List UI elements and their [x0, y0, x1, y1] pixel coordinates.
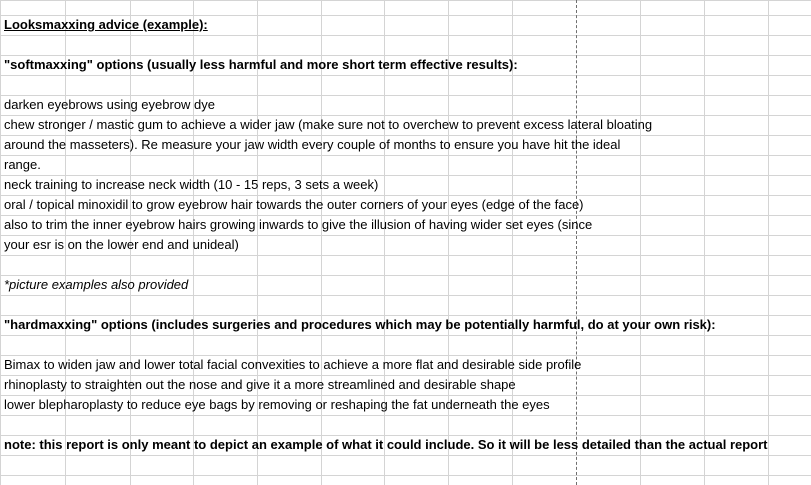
cell-text[interactable]: also to trim the inner eyebrow hairs growing inwards to give the illusion of having wider set eyes (since	[4, 217, 593, 232]
gridline	[768, 0, 769, 485]
cell-text[interactable]: oral / topical minoxidil to grow eyebrow hair towards the outer corners of your eyes (edge of the face)	[4, 197, 584, 212]
gridline	[0, 155, 811, 156]
gridline	[0, 335, 811, 336]
cell-disclaimer[interactable]: note: this report is only meant to depict an example of what it could include. So it will be less detailed than the actual report	[4, 437, 768, 452]
gridline	[0, 255, 811, 256]
cell-text[interactable]: Bimax to widen jaw and lower total facial convexities to achieve a more flat and desirable side profile	[4, 357, 582, 372]
page-break-line	[576, 0, 577, 485]
cell-text[interactable]: lower blepharoplasty to reduce eye bags by removing or reshaping the fat underneath the eyes	[4, 397, 550, 412]
section-heading-softmaxxing[interactable]: "softmaxxing" options (usually less harmful and more short term effective results):	[4, 57, 518, 72]
sheet-title[interactable]: Looksmaxxing advice (example):	[4, 17, 208, 32]
gridline	[0, 455, 811, 456]
cell-text[interactable]: around the masseters). Re measure your jaw width every couple of months to ensure you have hit the ideal	[4, 137, 621, 152]
gridline	[0, 0, 1, 485]
cell-text[interactable]: rhinoplasty to straighten out the nose and give it a more streamlined and desirable shape	[4, 377, 516, 392]
section-heading-hardmaxxing[interactable]: "hardmaxxing" options (includes surgeries and procedures which may be potentially harmful, do at your own risk):	[4, 317, 716, 332]
gridline	[0, 35, 811, 36]
gridline	[0, 475, 811, 476]
gridline	[0, 0, 811, 1]
cell-text[interactable]: darken eyebrows using eyebrow dye	[4, 97, 216, 112]
cell-note[interactable]: *picture examples also provided	[4, 277, 189, 292]
gridline	[0, 295, 811, 296]
cell-text[interactable]: your esr is on the lower end and unideal)	[4, 237, 239, 252]
gridline	[704, 0, 705, 485]
gridline	[0, 415, 811, 416]
cell-text[interactable]: range.	[4, 157, 41, 172]
gridline	[0, 75, 811, 76]
cell-text[interactable]: chew stronger / mastic gum to achieve a wider jaw (make sure not to overchew to prevent excess lateral bloating	[4, 117, 653, 132]
gridline	[640, 0, 641, 485]
cell-text[interactable]: neck training to increase neck width (10 - 15 reps, 3 sets a week)	[4, 177, 379, 192]
